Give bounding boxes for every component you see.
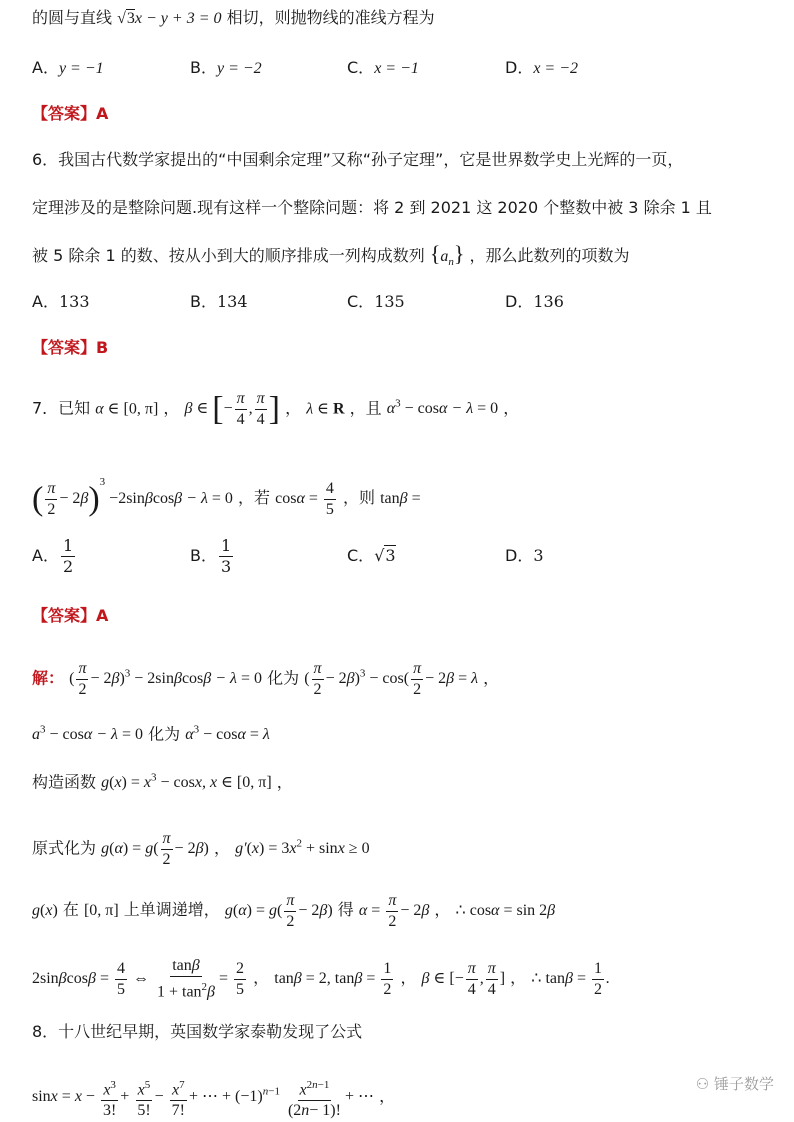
q6-stem-line2: 定理涉及的是整除问题.现有这样一个整除问题：将 2 到 2021 这 2020 个整数中被 3 除余 1 且: [32, 198, 712, 217]
q7-option-c: C．√3: [347, 546, 396, 565]
q5-option-b: B．y = −2: [190, 58, 262, 77]
q7-solution-line2: $a^3 - \cos\alpha - \lambda = 0$ 化为 $\alpha^3 - \cos\alpha = \lambda$: [32, 724, 270, 744]
q7-solution-line3: 构造函数 $g(x) = x^3 - \cos x$, x ∈ [0, π] ，: [32, 772, 293, 792]
q7-stem-line2: ( $\frac{\pi}{2}$ − 2β)$^3$ −2sinβcosβ − λ = 0 ，若 cosα = $\frac{4}{5}$ ，则 tanβ =: [32, 476, 421, 518]
q6-option-b: B．134: [190, 292, 248, 311]
q6-stem-line1: 6．我国古代数学家提出的“中国剩余定理”又称“孙子定理”，它是世界数学史上光辉的一页，: [32, 150, 684, 169]
q6-stem-line3: 被 5 除余 1 的数、按从小到大的顺序排成一列构成数列 $\{a_n\}$ ，那么此数列的项数为: [32, 241, 630, 269]
q7-stem-line1: 7．已知 α ∈ [0, π] ， β ∈ [− $\frac{\pi}{4}$ , $\frac{\pi}{4}$ ] ， λ ∈ R ，且 $\alpha^3 - \cos\alpha - \lambda = 0$ ，: [32, 390, 520, 429]
q6-option-c: C．135: [347, 292, 405, 311]
q5-line-equation: √3x − y + 3 = 0: [117, 10, 222, 27]
q5-answer: 【答案】A: [32, 104, 109, 123]
q6-answer: 【答案】B: [32, 338, 109, 357]
q7-solution-line5: g(x) 在 [0, π] 上单调递增， g(α) = g( $\frac{\pi}{2}$ − 2β) 得 α = $\frac{\pi}{2}$ − 2β ， ∴ cosα = sin 2β: [32, 891, 556, 930]
q7-solution-line1: 解： ( $\frac{\pi}{2}$ − 2β)$^3$ − 2sinβcosβ − λ = 0 化为 ( $\frac{\pi}{2}$ − 2β)$^3$ − cos( $\frac{\pi}{2}$ − 2β = λ ，: [32, 660, 500, 699]
q8-stem: 8．十八世纪早期，英国数学家泰勒发现了公式: [32, 1022, 363, 1041]
q7-option-b: B． $\frac{1}{3}$: [190, 536, 232, 576]
q7-option-a: A． $\frac{1}{2}$: [32, 536, 74, 576]
q6-option-a: A．133: [32, 292, 90, 311]
watermark: ⚇ 锤子数学: [695, 1075, 774, 1093]
wechat-icon: ⚇: [695, 1075, 710, 1093]
q7-answer: 【答案】A: [32, 606, 109, 625]
q7-solution-line6: 2sinβcosβ = $\frac{4}{5}$ ⇔ $\frac{\tan\beta}{1 + \tan^2\beta}$ = $\frac{2}{5}$ ， tanβ = 2, tanβ = $\frac{1}{2}$ ， β ∈ [− $\frac{\pi}{4}$ , $\frac{\pi}{4}$ ] ， ∴ tanβ = $\frac{1}{2}$ .: [32, 957, 611, 1001]
q5-stem: 的圆与直线 √3x − y + 3 = 0 相切，则抛物线的准线方程为: [32, 8, 435, 27]
q8-taylor-formula: sinx = x − $\frac{x^3}{3!}$ + $\frac{x^5}{5!}$ − $\frac{x^7}{7!}$ + ⋯ + $(-1)^{n-1}$ $\frac{x^{2n-1}}{(2n- 1)!}$ + ⋯ ，: [32, 1068, 395, 1121]
q5-option-d: D．x = −2: [505, 58, 579, 77]
q5-option-c: C．x = −1: [347, 58, 419, 77]
q7-solution-line4: 原式化为 g(α) = g( $\frac{\pi}{2}$ − 2β) ， $g'(x) = 3x^2 + \sin x \ge 0$: [32, 830, 370, 869]
q7-option-d: D．3: [505, 546, 544, 565]
q6-option-d: D．136: [505, 292, 564, 311]
q5-option-a: A．y = −1: [32, 58, 104, 77]
sequence-an: $\{a_n\}$: [429, 241, 465, 269]
